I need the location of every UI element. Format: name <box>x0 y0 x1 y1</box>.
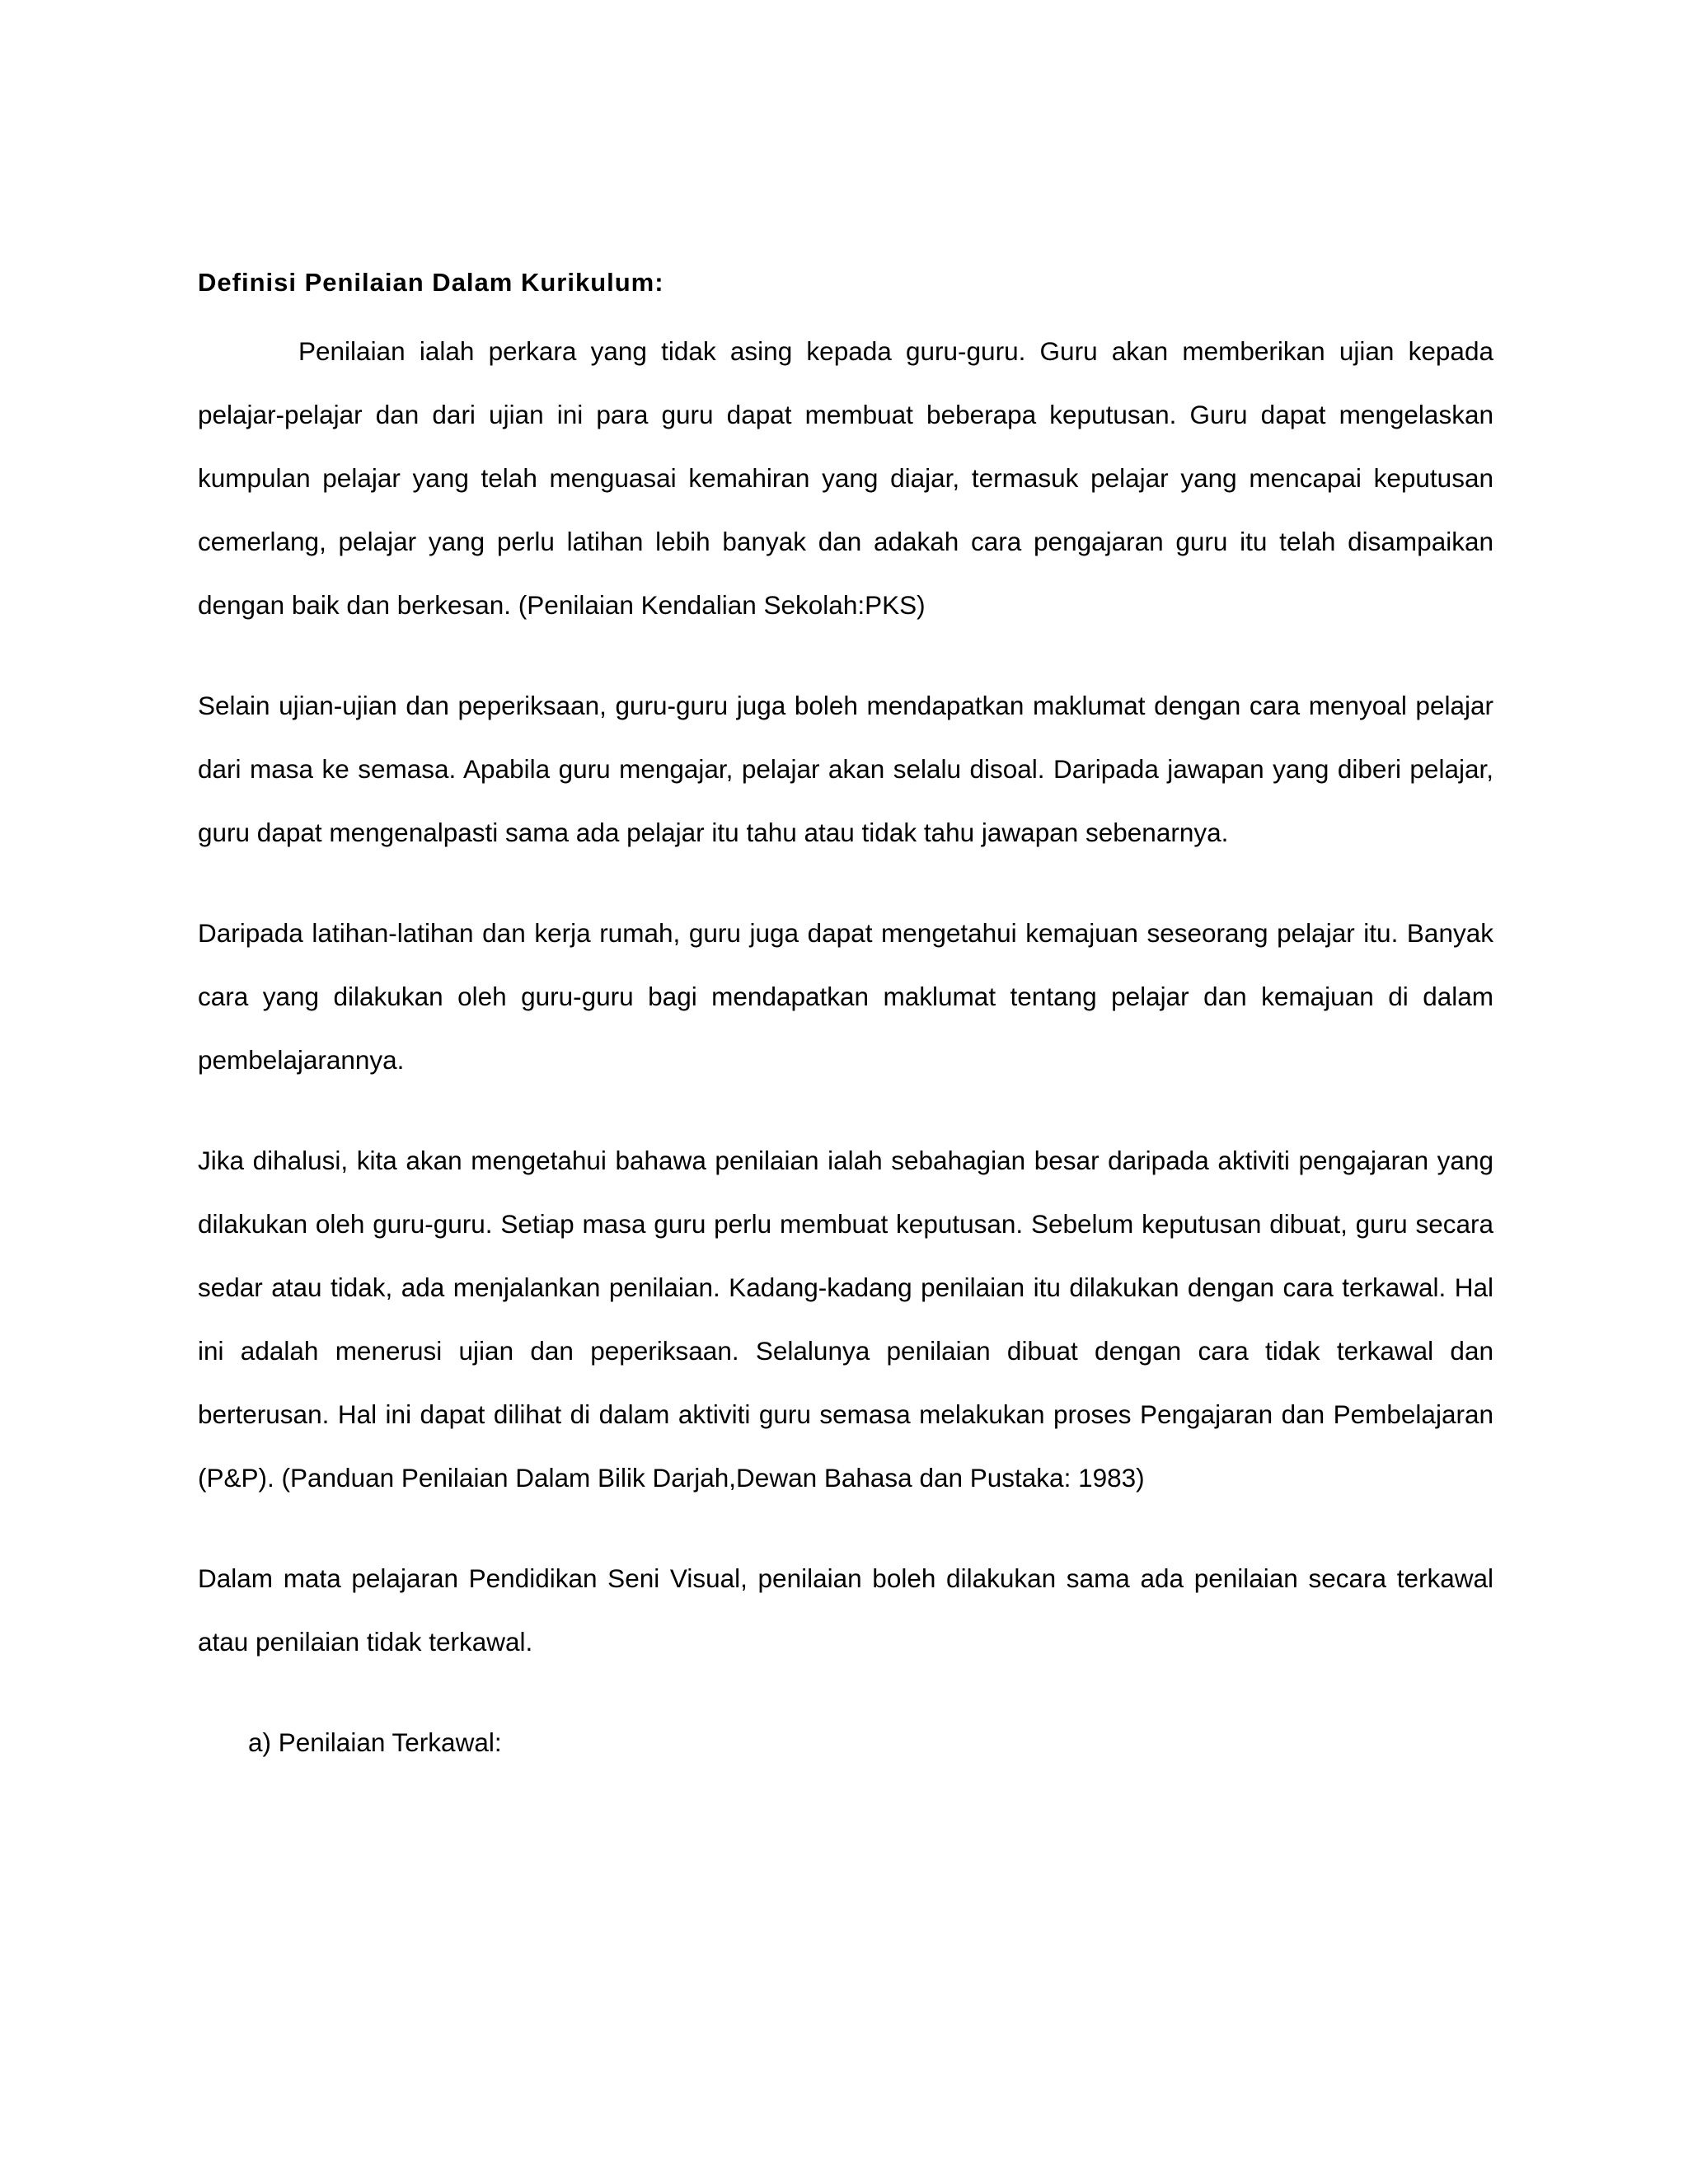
paragraph-visual-arts: Dalam mata pelajaran Pendidikan Seni Visual, penilaian boleh dilakukan sama ada penilaian secara terkawal atau penilaian tidak terkawal. <box>198 1563 1493 1657</box>
document-body <box>198 262 1493 1774</box>
paragraph-definition: Penilaian ialah perkara yang tidak asing kepada guru-guru. Guru akan memberikan ujian kepada pelajar-pelajar dan dari ujian ini para guru dapat membuat beberapa keputusan. Guru dapat mengelaskan kumpulan pelajar yang telah menguasai kemahiran yang diajar, termasuk pelajar yang mencapai keputusan cemerlang, pelajar yang perlu latihan lebih banyak dan adakah cara pengajaran guru itu telah disampaikan dengan baik dan berkesan. (Penilaian Kendalian Sekolah:PKS) <box>198 336 1493 620</box>
paragraph-questioning: Selain ujian-ujian dan peperiksaan, guru-guru juga boleh mendapatkan maklumat dengan cara menyoal pelajar dari masa ke semasa. Apabila guru mengajar, pelajar akan selalu disoal. Daripada jawapan yang diberi pelajar, guru dapat mengenalpasti sama ada pelajar itu tahu atau tidak tahu jawapan sebenarnya. <box>198 691 1493 847</box>
list-item-controlled-assessment: a) Penilaian Terkawal: <box>248 1727 502 1757</box>
paragraph-assessment-activity: Jika dihalusi, kita akan mengetahui bahawa penilaian ialah sebahagian besar daripada aktiviti pengajaran yang dilakukan oleh guru-guru. Setiap masa guru perlu membuat keputusan. Sebelum keputusan dibuat, guru secara sedar atau tidak, ada menjalankan penilaian. Kadang-kadang penilaian itu dilakukan dengan cara terkawal. Hal ini adalah menerusi ujian dan peperiksaan. Selalunya penilaian dibuat dengan cara tidak terkawal dan berterusan. Hal ini dapat dilihat di dalam aktiviti guru semasa melakukan proses Pengajaran dan Pembelajaran (P&P). (Panduan Penilaian Dalam Bilik Darjah,Dewan Bahasa dan Pustaka: 1983) <box>198 1146 1493 1493</box>
section-heading: Definisi Penilaian Dalam Kurikulum: <box>198 268 664 297</box>
paragraph-homework: Daripada latihan-latihan dan kerja rumah, guru juga dapat mengetahui kemajuan seseorang pelajar itu. Banyak cara yang dilakukan oleh guru-guru bagi mendapatkan maklumat tentang pelajar dan kemajuan di dalam pembelajarannya. <box>198 918 1493 1075</box>
